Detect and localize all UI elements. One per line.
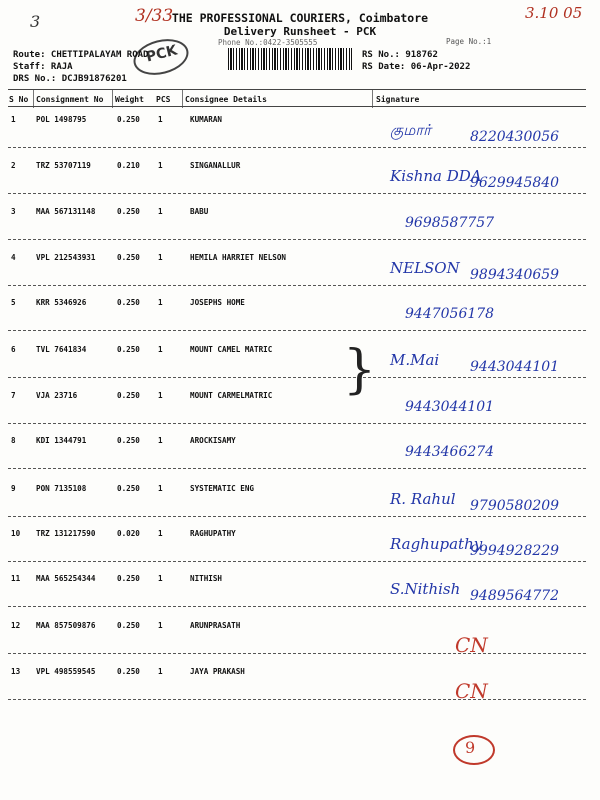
col-consignee: Consignee Details (185, 95, 267, 104)
cell-sno: 8 (11, 436, 16, 445)
cell-weight: 0.250 (117, 253, 140, 262)
cell-consignment: TRZ 131217590 (36, 529, 96, 538)
cell-sno: 1 (11, 115, 16, 124)
cell-pcs: 1 (158, 298, 163, 307)
signature-phone: 9443466274 (405, 444, 495, 460)
cell-weight: 0.250 (117, 391, 140, 400)
row-separator (8, 468, 586, 469)
cell-sno: 2 (11, 161, 16, 170)
phone-number: Phone No.:0422-3505555 (218, 38, 318, 47)
signature-name: CN (455, 633, 488, 657)
row-separator (8, 193, 586, 194)
cell-sno: 13 (11, 667, 21, 676)
row-separator (8, 516, 586, 517)
cell-pcs: 1 (158, 345, 163, 354)
signature-name: குமார் (390, 121, 431, 139)
cell-sno: 4 (11, 253, 16, 262)
cell-sno: 6 (11, 345, 16, 354)
cell-consignment: MAA 565254344 (36, 574, 96, 583)
row-separator (8, 606, 586, 607)
signature-phone: 9698587757 (405, 215, 495, 231)
route: Route: CHETTIPALAYAM ROAD (13, 50, 149, 60)
signature-phone: 9443044101 (470, 359, 560, 375)
signature-name: Raghupathy (390, 535, 483, 553)
cell-consignee: AROCKISAMY (190, 436, 236, 445)
cell-consignment: KDI 1344791 (36, 436, 87, 445)
cell-consignee: BABU (190, 207, 209, 216)
cell-pcs: 1 (158, 667, 163, 676)
barcode (228, 48, 352, 70)
signature-phone: 9994928229 (470, 543, 560, 559)
cell-pcs: 1 (158, 115, 163, 124)
cell-sno: 3 (11, 207, 16, 216)
cell-weight: 0.250 (117, 207, 140, 216)
page-number: Page No.:1 (446, 37, 492, 46)
cell-pcs: 1 (158, 574, 163, 583)
handwritten-total: 3.10 05 (525, 4, 583, 22)
col-weight: Weight (115, 95, 144, 104)
row-separator (8, 699, 586, 700)
header-bottom-rule (8, 106, 586, 107)
signature-name: NELSON (390, 259, 460, 277)
cell-consignment: PON 7135108 (36, 484, 87, 493)
signature-phone: 9894340659 (470, 267, 560, 283)
signature-phone: 9629945840 (470, 175, 560, 191)
cell-consignment: TRZ 53707119 (36, 161, 91, 170)
cell-pcs: 1 (158, 529, 163, 538)
signature-phone: 9443044101 (405, 399, 495, 415)
cell-pcs: 1 (158, 391, 163, 400)
cell-sno: 11 (11, 574, 21, 583)
cell-weight: 0.250 (117, 298, 140, 307)
signature-phone: 9489564772 (470, 588, 560, 604)
col-sno: S No (9, 95, 29, 104)
cell-sno: 10 (11, 529, 21, 538)
signature-phone: 8220430056 (470, 129, 560, 145)
cell-pcs: 1 (158, 621, 163, 630)
col-signature: Signature (376, 95, 420, 104)
signature-phone: 9447056178 (405, 306, 495, 322)
cell-consignee: RAGHUPATHY (190, 529, 236, 538)
circled-number: 9 (465, 738, 476, 757)
row-separator (8, 423, 586, 424)
staff: Staff: RAJA (13, 62, 73, 72)
cell-consignment: KRR 5346926 (36, 298, 87, 307)
row-separator (8, 377, 586, 378)
cell-consignee: JAYA PRAKASH (190, 667, 245, 676)
cell-consignee: JOSEPHS HOME (190, 298, 245, 307)
signature-phone: 9790580209 (470, 498, 560, 514)
runsheet-subtitle: Delivery Runsheet - PCK (223, 25, 377, 38)
cell-sno: 12 (11, 621, 21, 630)
cell-consignee: SINGANALLUR (190, 161, 241, 170)
pck-stamp-text: PCK (144, 42, 179, 66)
cell-pcs: 1 (158, 161, 163, 170)
row-separator (8, 285, 586, 286)
cell-weight: 0.210 (117, 161, 140, 170)
row-separator (8, 239, 586, 240)
cell-sno: 5 (11, 298, 16, 307)
cell-consignee: MOUNT CARMELMATRIC (190, 391, 273, 400)
cell-weight: 0.020 (117, 529, 140, 538)
bracket-mark: } (343, 340, 377, 400)
cell-consignment: TVL 7641834 (36, 345, 87, 354)
rs-date: RS Date: 06-Apr-2022 (362, 62, 471, 72)
signature-name: R. Rahul (390, 490, 456, 508)
cell-weight: 0.250 (117, 345, 140, 354)
row-separator (8, 330, 586, 331)
cell-weight: 0.250 (117, 667, 140, 676)
row-separator (8, 147, 586, 148)
cell-weight: 0.250 (117, 621, 140, 630)
signature-name: M.Mai (390, 351, 440, 369)
cell-weight: 0.250 (117, 574, 140, 583)
handwritten-fraction: 3/33 (135, 6, 174, 26)
cell-consignment: MAA 857509876 (36, 621, 96, 630)
cell-consignment: VPL 212543931 (36, 253, 96, 262)
signature-name: Kishna DDA (390, 167, 482, 185)
header-top-rule (8, 89, 586, 90)
cell-weight: 0.250 (117, 484, 140, 493)
signature-name: CN (455, 679, 488, 703)
cell-consignee: NITHISH (190, 574, 223, 583)
corner-mark: 3 (30, 12, 41, 31)
cell-pcs: 1 (158, 207, 163, 216)
row-separator (8, 653, 586, 654)
cell-consignee: HEMILA HARRIET NELSON (190, 253, 287, 262)
col-pcs: PCS (156, 95, 171, 104)
cell-pcs: 1 (158, 253, 163, 262)
signature-name: S.Nithish (390, 580, 461, 598)
cell-consignee: KUMARAN (190, 115, 223, 124)
cell-pcs: 1 (158, 436, 163, 445)
cell-pcs: 1 (158, 484, 163, 493)
cell-consignee: MOUNT CAMEL MATRIC (190, 345, 273, 354)
cell-sno: 7 (11, 391, 16, 400)
cell-consignee: ARUNPRASATH (190, 621, 241, 630)
cell-consignee: SYSTEMATIC ENG (190, 484, 255, 493)
row-separator (8, 561, 586, 562)
cell-consignment: POL 1498795 (36, 115, 87, 124)
drs-number: DRS No.: DCJB91876201 (13, 74, 127, 84)
cell-consignment: VJA 23716 (36, 391, 78, 400)
company-title: THE PROFESSIONAL COURIERS, Coimbatore (171, 11, 429, 25)
cell-consignment: VPL 498559545 (36, 667, 96, 676)
col-consignment: Consignment No (36, 95, 104, 104)
rs-number: RS No.: 918762 (362, 50, 438, 60)
cell-sno: 9 (11, 484, 16, 493)
cell-weight: 0.250 (117, 115, 140, 124)
cell-weight: 0.250 (117, 436, 140, 445)
cell-consignment: MAA 567131148 (36, 207, 96, 216)
